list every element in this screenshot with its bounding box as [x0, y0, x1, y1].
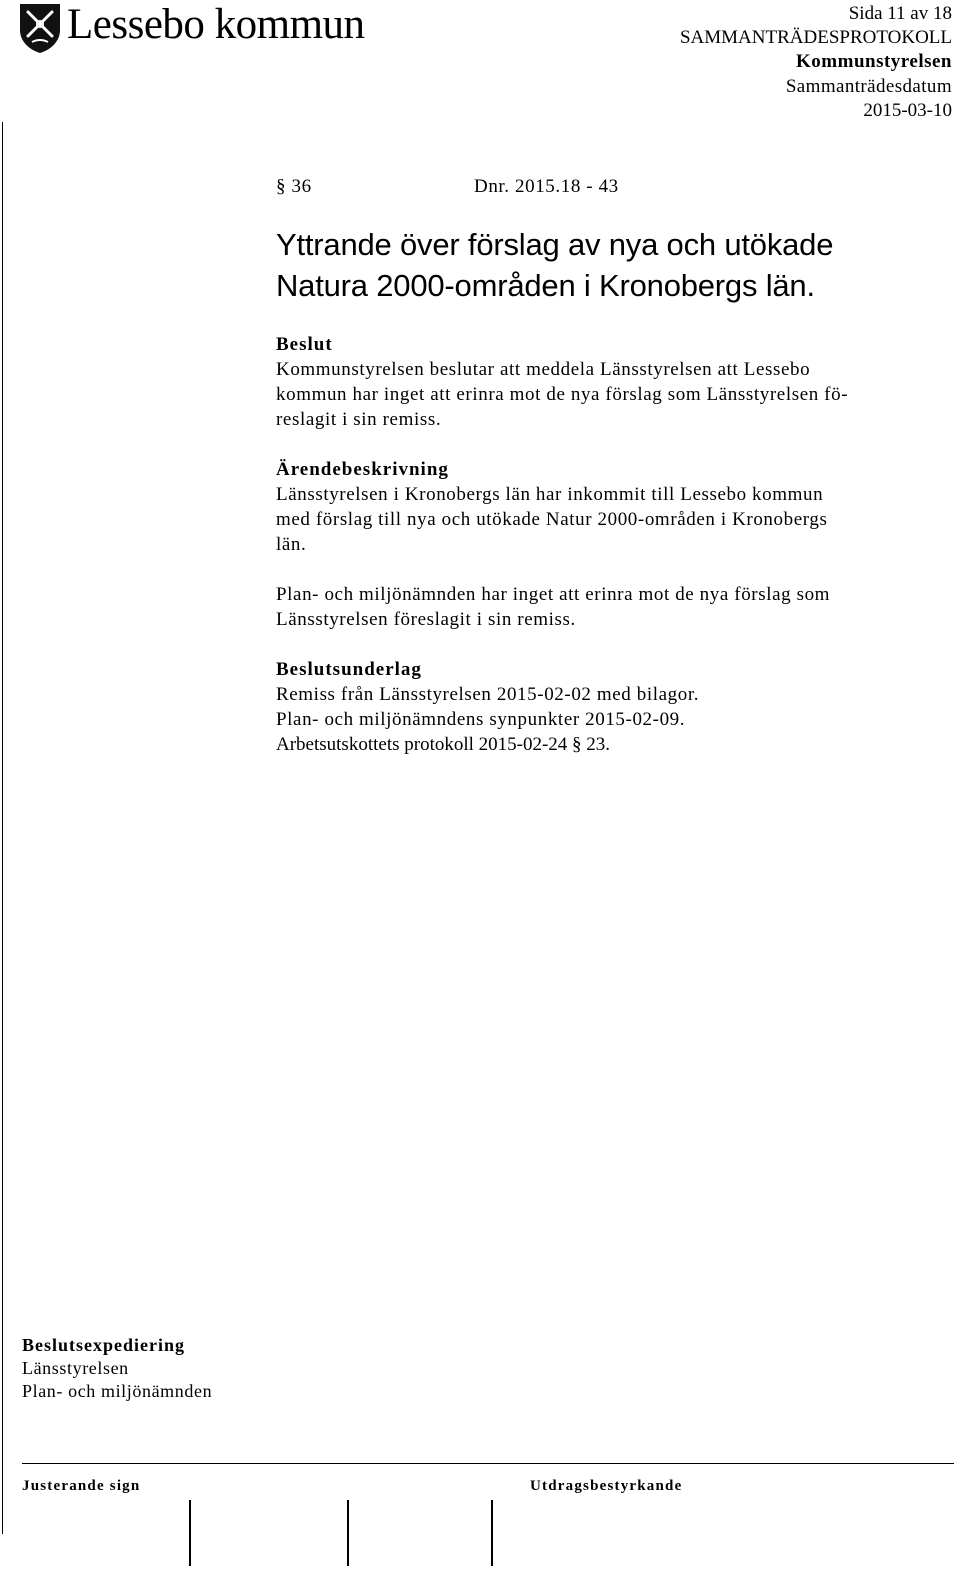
- arendebeskrivning-line: Plan- och miljönämnden har inget att erinra mot de nya förslag som: [276, 584, 831, 605]
- justerande-sign-label: Justerande sign: [22, 1478, 141, 1494]
- beslutsexpediering-line: Plan- och miljönämnden: [22, 1381, 213, 1401]
- beslutsunderlag-line: Remiss från Länsstyrelsen 2015-02-02 med bilagor.: [276, 684, 700, 705]
- document-type: SAMMANTRÄDESPROTOKOLL: [679, 27, 952, 48]
- signature-box-divider: [189, 1500, 191, 1566]
- beslutsunderlag-section: [276, 657, 699, 757]
- beslut-line: reslagit i sin remiss.: [276, 409, 442, 430]
- beslutsexpediering-heading: Beslutsexpediering: [22, 1335, 186, 1355]
- page-title: [276, 224, 833, 306]
- arendebeskrivning-paragraph: [276, 582, 830, 632]
- date-label: Sammanträdesdatum: [785, 76, 952, 97]
- committee-name: Kommunstyrelsen: [796, 51, 952, 72]
- paragraph-symbol: §: [276, 176, 287, 197]
- left-margin-rule: [2, 122, 3, 1534]
- beslut-line: Kommunstyrelsen beslutar att meddela Länsstyrelsen att Lessebo: [276, 359, 811, 380]
- paragraph-number: 36: [291, 176, 312, 197]
- beslutsunderlag-line: Arbetsutskottets protokoll 2015-02-24 § 23.: [276, 734, 611, 755]
- footer-divider: [22, 1463, 954, 1464]
- beslutsexpediering-line: Länsstyrelsen: [22, 1358, 129, 1378]
- arendebeskrivning-line: med förslag till nya och utökade Natur 2000-områden i Kronobergs: [276, 509, 828, 530]
- title-line: Natura 2000-områden i Kronobergs län.: [276, 268, 815, 303]
- beslutsunderlag-line: Plan- och miljönämndens synpunkter 2015-02-09.: [276, 709, 686, 730]
- title-line: Yttrande över förslag av nya och utökade: [276, 227, 834, 262]
- logo-text: Lessebo kommun: [67, 1, 365, 48]
- meeting-date: 2015-03-10: [863, 100, 952, 121]
- utdragsbestyrkande-label: Utdragsbestyrkande: [530, 1478, 683, 1494]
- case-number: Dnr. 2015.18 - 43: [474, 176, 619, 197]
- section-number: [276, 174, 312, 199]
- beslut-section: [276, 332, 848, 432]
- beslut-heading: Beslut: [276, 334, 333, 355]
- beslutsunderlag-heading: Beslutsunderlag: [276, 659, 422, 680]
- arendebeskrivning-heading: Ärendebeskrivning: [276, 459, 449, 480]
- page-info: Sida 11 av 18: [848, 3, 952, 24]
- signature-box-divider: [491, 1500, 493, 1566]
- arendebeskrivning-line: Länsstyrelsen föreslagit i sin remiss.: [276, 609, 576, 630]
- beslut-line: kommun har inget att erinra mot de nya förslag som Länsstyrelsen fö-: [276, 384, 849, 405]
- coat-of-arms-icon: [18, 2, 62, 54]
- municipality-logo: [18, 2, 378, 54]
- arendebeskrivning-line: län.: [276, 534, 307, 555]
- beslutsexpediering-section: [22, 1334, 212, 1403]
- arendebeskrivning-section: [276, 457, 827, 557]
- signature-box-divider: [347, 1500, 349, 1566]
- arendebeskrivning-line: Länsstyrelsen i Kronobergs län har inkommit till Lessebo kommun: [276, 484, 824, 505]
